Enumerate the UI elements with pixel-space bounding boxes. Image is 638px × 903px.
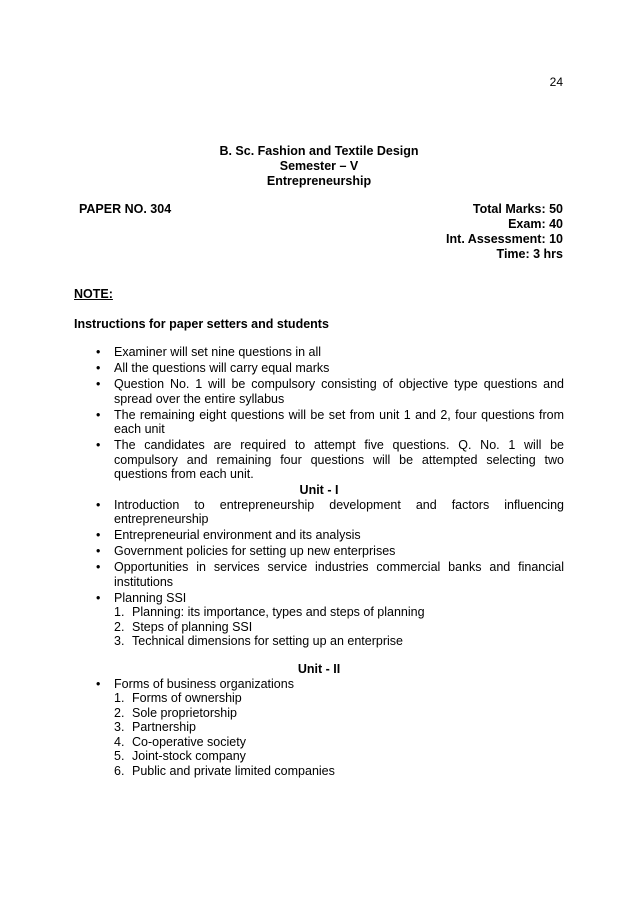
syllabus-content xyxy=(74,345,564,780)
sub-list-item: 2. Steps of planning SSI xyxy=(114,619,253,634)
unit-1-heading: Unit - I xyxy=(299,483,339,497)
spacer xyxy=(74,650,564,662)
sub-list-item: 2. Sole proprietorship xyxy=(114,705,237,720)
note-heading: NOTE: xyxy=(74,287,113,301)
total-marks: Total Marks: 50 xyxy=(472,202,563,216)
list-item xyxy=(74,591,564,649)
marks-block xyxy=(446,202,563,262)
sub-list-item: 6. Public and private limited companies xyxy=(114,763,335,778)
sub-list-item: 3. Partnership xyxy=(114,720,196,734)
sub-list-item: 5. Joint-stock company xyxy=(114,749,246,763)
semester-label: Semester – V xyxy=(279,159,359,173)
list-item: • Question No. 1 will be compulsory consisting of objective type questions and spread over the entire syllabus xyxy=(74,377,564,406)
instructions-list xyxy=(74,345,564,482)
list-item: • Entrepreneurial environment and its analysis xyxy=(74,528,564,543)
sub-list-item: 4. Co-operative society xyxy=(114,734,246,749)
forms-subtopics xyxy=(114,691,564,778)
course-title-block xyxy=(0,144,638,189)
page-number: 24 xyxy=(549,75,563,89)
internal-assessment: Int. Assessment: 10 xyxy=(446,232,563,246)
instructions-heading: Instructions for paper setters and students xyxy=(74,317,329,331)
list-item: • Government policies for setting up new enterprises xyxy=(74,544,564,559)
unit-2-heading: Unit - II xyxy=(297,662,341,676)
time-allowed: Time: 3 hrs xyxy=(496,247,563,261)
list-item: • Examiner will set nine questions in all xyxy=(74,345,564,360)
list-item: • All the questions will carry equal marks xyxy=(74,361,564,376)
sub-list-item: 1. Forms of ownership xyxy=(114,691,242,705)
list-item: • The remaining eight questions will be set from unit 1 and 2, four questions from each unit xyxy=(74,408,564,437)
sub-list-item: 3. Technical dimensions for setting up an enterprise xyxy=(114,634,403,648)
exam-marks: Exam: 40 xyxy=(508,217,563,231)
list-item xyxy=(74,677,564,779)
unit-2-topics xyxy=(74,677,564,779)
list-item: • Opportunities in services service industries commercial banks and financial institutions xyxy=(74,560,564,589)
planning-subtopics xyxy=(114,605,564,649)
forms-label: Forms of business organizations xyxy=(114,676,294,691)
planning-ssi-label: Planning SSI xyxy=(114,590,187,605)
list-item: • Introduction to entrepreneurship development and factors influencing entrepreneurship xyxy=(74,498,564,527)
subject-title: Entrepreneurship xyxy=(266,174,372,188)
unit-1-topics xyxy=(74,498,564,649)
paper-number: PAPER NO. 304 xyxy=(79,202,172,216)
course-title: B. Sc. Fashion and Textile Design xyxy=(219,144,419,158)
list-item: • The candidates are required to attempt five questions. Q. No. 1 will be compulsory and remaining four questions will be attempted selecting two questions from each unit. xyxy=(74,438,564,482)
sub-list-item: 1. Planning: its importance, types and steps of planning xyxy=(114,605,425,619)
